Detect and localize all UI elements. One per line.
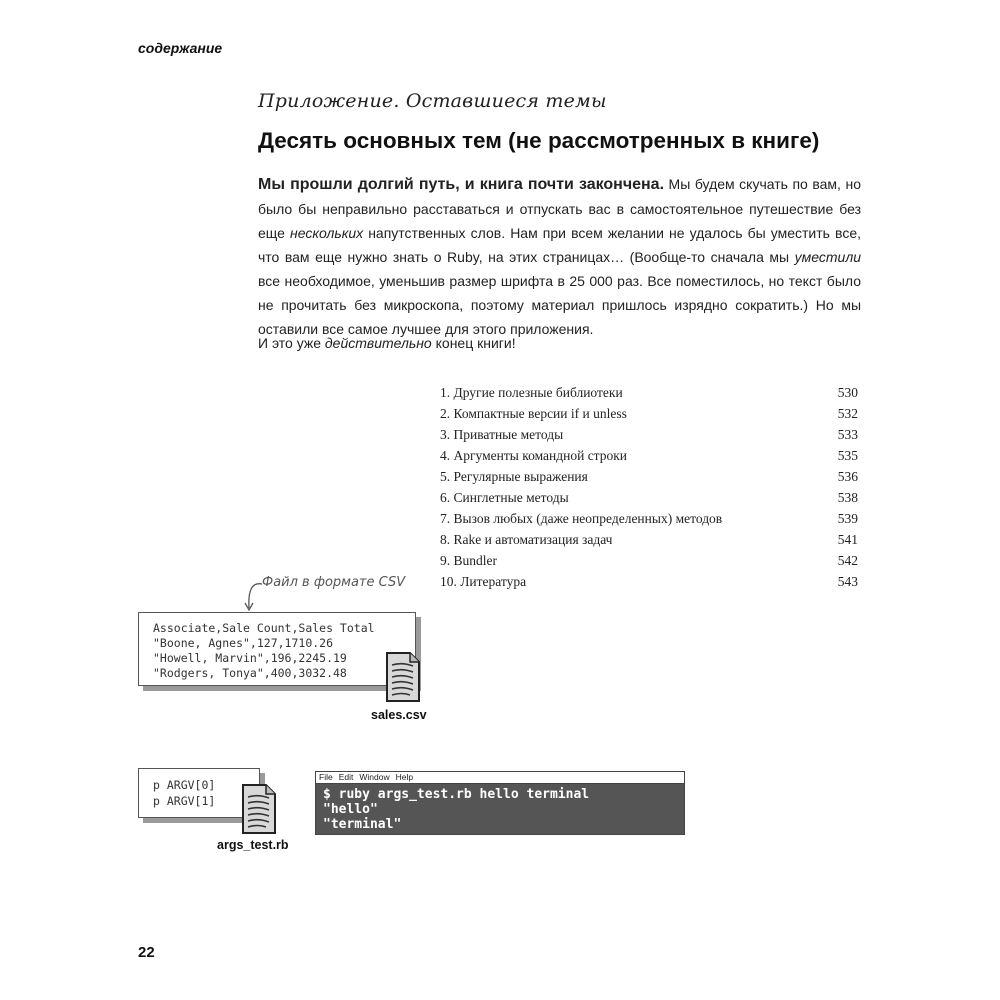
closing-text-before: И это уже	[258, 335, 325, 351]
toc-label: 3. Приватные методы	[440, 427, 564, 442]
code-line: "Boone, Agnes",127,1710.26	[153, 636, 334, 650]
intro-text-3: все необходимое, уменьшив размер шрифта в 25 000 раз. Все поместилось, но текст было не прочитать без микроскопа, поэтому материал пришлось изрядно сократить.) Но мы оставили все самое лучшее для этого приложения.	[258, 273, 861, 337]
toc-page: 533	[837, 427, 858, 442]
toc-page: 542	[837, 553, 858, 568]
csv-file-icon	[384, 650, 422, 704]
toc-row[interactable]	[440, 529, 858, 550]
toc-label: 2. Компактные версии if и unless	[440, 406, 627, 421]
toc-label: 4. Аргументы командной строки	[440, 448, 628, 463]
csv-filename: sales.csv	[371, 708, 427, 722]
toc-label: 8. Rake и автоматизация задач	[440, 532, 613, 547]
terminal-line: "terminal"	[323, 817, 402, 832]
toc-page: 530	[837, 385, 858, 400]
intro-lead: Мы прошли долгий путь, и книга почти закончена.	[258, 176, 665, 193]
toc-page: 535	[837, 448, 858, 463]
toc-page: 532	[837, 406, 858, 421]
page-number: 22	[138, 944, 155, 961]
menu-file[interactable]: File	[319, 772, 333, 782]
toc-label: 6. Синглетные методы	[440, 490, 569, 505]
toc-row[interactable]	[440, 382, 858, 403]
table-of-contents	[440, 382, 858, 592]
menu-window[interactable]: Window	[359, 772, 390, 782]
toc-label: 10. Литература	[440, 574, 527, 589]
code-line: "Rodgers, Tonya",400,3032.48	[153, 666, 347, 680]
running-header: содержание	[138, 40, 223, 56]
toc-page: 539	[837, 511, 858, 526]
ruby-file-icon	[240, 782, 278, 836]
toc-label: 1. Другие полезные библиотеки	[440, 385, 623, 400]
toc-row[interactable]	[440, 550, 858, 571]
intro-paragraph	[258, 172, 861, 341]
closing-emphasis: действительно	[324, 335, 432, 351]
toc-row[interactable]	[440, 424, 858, 445]
code-line: Associate,Sale Count,Sales Total	[153, 621, 375, 635]
terminal-line: "hello"	[323, 802, 378, 817]
toc-row[interactable]	[440, 571, 858, 592]
menu-edit[interactable]: Edit	[338, 772, 354, 782]
toc-label: 9. Bundler	[440, 553, 497, 568]
toc-label: 5. Регулярные выражения	[440, 469, 588, 484]
toc-row[interactable]	[440, 445, 858, 466]
toc-row[interactable]	[440, 403, 858, 424]
csv-callout-text: Файл в формате CSV	[262, 575, 406, 590]
terminal-output	[316, 784, 684, 832]
code-line: p ARGV[0]	[153, 778, 216, 792]
terminal-menu-bar	[316, 772, 684, 784]
toc-page: 543	[837, 574, 858, 589]
toc-row[interactable]	[440, 487, 858, 508]
intro-emphasis-2: уместили	[794, 249, 861, 265]
chapter-title: Десять основных тем (не рассмотренных в книге)	[258, 128, 820, 153]
terminal-window[interactable]	[315, 771, 685, 835]
code-line: "Howell, Marvin",196,2245.19	[153, 651, 347, 665]
toc-page: 536	[837, 469, 858, 484]
terminal-line: $ ruby args_test.rb hello terminal	[323, 787, 590, 802]
toc-page: 541	[837, 532, 858, 547]
code-line: p ARGV[1]	[153, 794, 216, 808]
intro-emphasis-1: нескольких	[290, 225, 364, 241]
toc-page: 538	[837, 490, 858, 505]
closing-text-after: конец книги!	[431, 335, 516, 351]
toc-row[interactable]	[440, 466, 858, 487]
intro-text-1: Мы будем скучать по вам, но было бы неправильно расставаться и отпускать вас в самостоятельное путешествие без еще	[258, 176, 861, 241]
toc-row[interactable]	[440, 508, 858, 529]
ruby-filename: args_test.rb	[217, 838, 289, 852]
toc-label: 7. Вызов любых (даже неопределенных) методов	[440, 511, 723, 526]
closing-line	[258, 331, 516, 355]
appendix-label: Приложение. Оставшиеся темы	[258, 90, 607, 112]
intro-text-2: напутственных слов. Нам при всем желании не удалось бы уместить все, что вам еще нужно знать о Ruby, на этих страницах… (Вообще-то сначала мы	[258, 225, 861, 265]
csv-code-box	[138, 612, 416, 686]
menu-help[interactable]: Help	[395, 772, 414, 782]
